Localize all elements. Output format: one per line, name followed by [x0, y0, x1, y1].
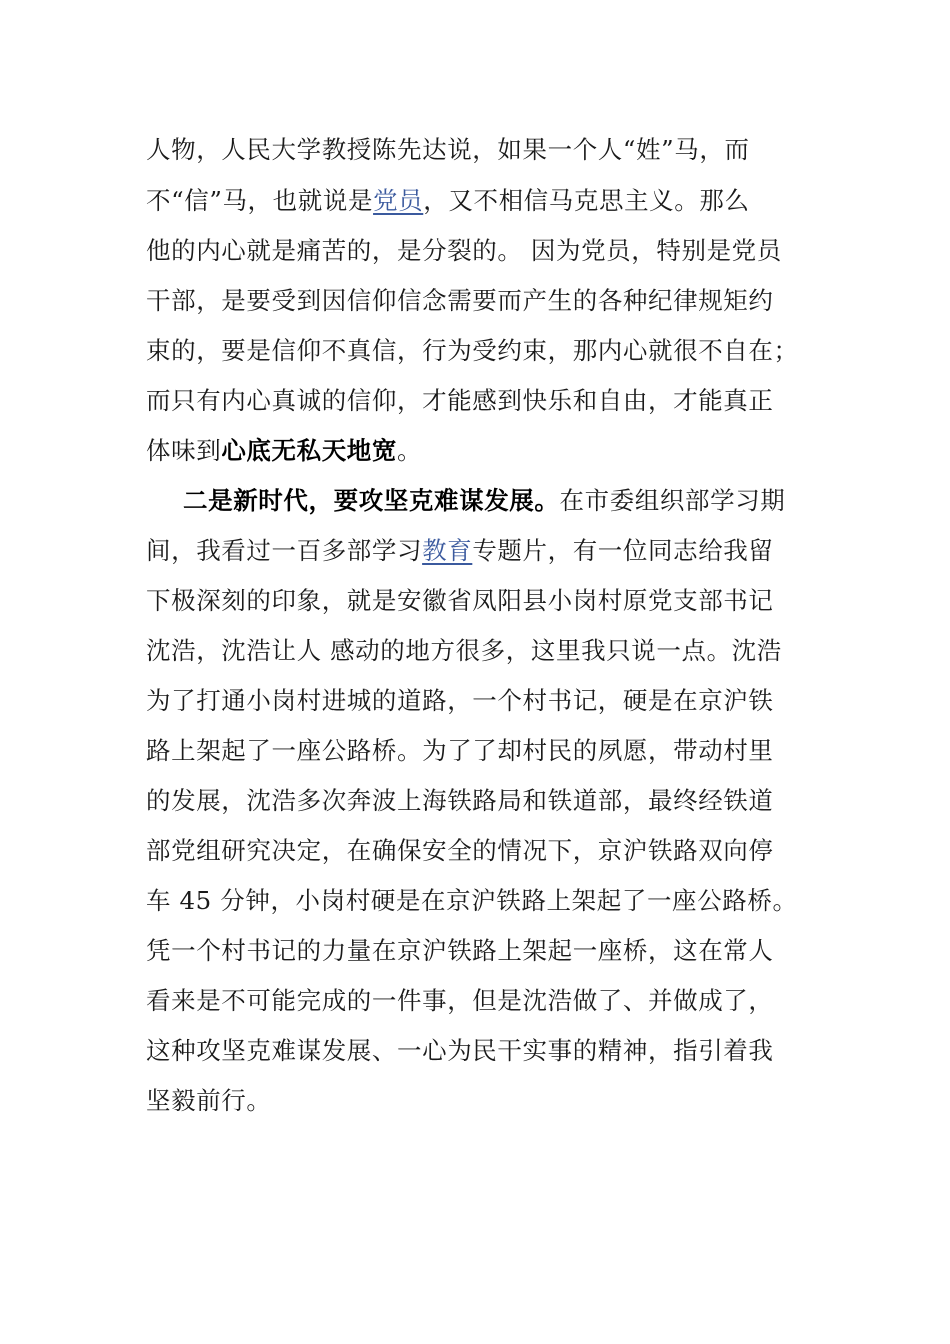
text-span: 他的内心就是痛苦的，是分裂的。 因为党员，特别是党员 — [146, 236, 782, 265]
section-heading-line — [183, 481, 863, 521]
text-span: 这种攻坚克难谋发展、一心为民干实事的精神，指引着我 — [146, 1036, 774, 1065]
text-line — [146, 681, 826, 721]
text-span: 干部，是要受到因信仰信念需要而产生的各种纪律规矩约 — [146, 286, 774, 315]
link-party-member[interactable]: 党员 — [373, 186, 424, 215]
text-span: 的发展，沈浩多次奔波上海铁路局和铁道部，最终经铁道 — [146, 786, 774, 815]
text-line — [146, 130, 826, 170]
text-span: 凭一个村书记的力量在京沪铁路上架起一座桥，这在常人 — [146, 936, 774, 965]
text-line — [146, 1031, 826, 1071]
text-span: 沈浩，沈浩让人 感动的地方很多，这里我只说一点。沈浩 — [146, 636, 782, 665]
text-line — [146, 1081, 826, 1121]
text-line — [146, 881, 826, 921]
text-span: 体味到 — [146, 436, 222, 465]
text-span: 路上架起了一座公路桥。为了了却村民的夙愿，带动村里 — [146, 736, 774, 765]
text-span: 车 45 分钟，小岗村硬是在京沪铁路上架起了一座公路桥。 — [146, 886, 798, 915]
text-span: 专题片，有一位同志给我留 — [472, 536, 774, 565]
text-span: 下极深刻的印象，就是安徽省凤阳县小岗村原党支部书记 — [146, 586, 774, 615]
text-span: ，又不相信马克思主义。那么 — [423, 186, 750, 215]
text-line — [146, 631, 826, 671]
text-line — [146, 531, 826, 571]
text-span: 间，我看过一百多部学习 — [146, 536, 423, 565]
text-span: 在市委组织部学习期 — [559, 486, 786, 515]
text-line — [146, 581, 826, 621]
text-line — [146, 981, 826, 1021]
text-line — [146, 831, 826, 871]
section-heading: 二是新时代，要攻坚克难谋发展。 — [183, 486, 560, 515]
text-span: 人物，人民大学教授陈先达说，如果一个人“姓”马，而 — [146, 135, 750, 164]
text-line — [146, 331, 826, 371]
text-line — [146, 431, 826, 471]
text-span: 坚毅前行。 — [146, 1086, 272, 1115]
text-span: 束的，要是信仰不真信，行为受约束，那内心就很不自在； — [146, 336, 799, 365]
text-line — [146, 781, 826, 821]
text-line — [146, 381, 826, 421]
text-span: 而只有内心真诚的信仰，才能感到快乐和自由，才能真正 — [146, 386, 774, 415]
text-span: 不“信”马，也就说是 — [146, 186, 374, 215]
text-span: 。 — [397, 436, 423, 465]
text-line — [146, 181, 826, 221]
text-span: 为了打通小岗村进城的道路，一个村书记，硬是在京沪铁 — [146, 686, 774, 715]
bold-phrase: 心底无私天地宽 — [221, 436, 398, 465]
text-line — [146, 931, 826, 971]
text-line — [146, 281, 826, 321]
text-span: 看来是不可能完成的一件事，但是沈浩做了、并做成了， — [146, 986, 774, 1015]
link-education[interactable]: 教育 — [422, 536, 473, 565]
text-line — [146, 231, 826, 271]
text-line — [146, 731, 826, 771]
text-span: 部党组研究决定，在确保安全的情况下，京沪铁路双向停 — [146, 836, 774, 865]
